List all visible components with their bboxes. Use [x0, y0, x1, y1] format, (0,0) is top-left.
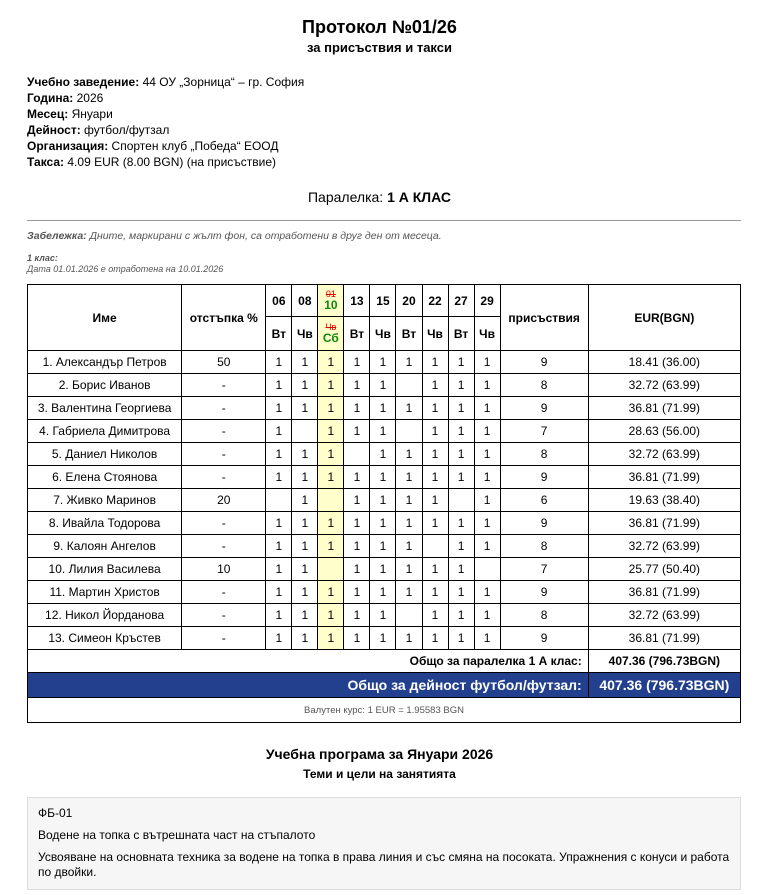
attendance-mark: 1: [474, 374, 500, 397]
attendance-mark: 1: [318, 627, 344, 650]
attendance-mark: 1: [422, 581, 448, 604]
exchange-rate-row: [28, 698, 741, 723]
discount-cell: 20: [182, 489, 266, 512]
header-name: Име: [28, 285, 182, 351]
attendance-mark: 1: [292, 512, 318, 535]
amount-cell: 18.41 (36.00): [588, 351, 740, 374]
topic-code: ФБ-01: [38, 806, 73, 820]
attendance-mark: 1: [448, 397, 474, 420]
attendance-mark: 1: [396, 581, 422, 604]
activity-total-row: [28, 673, 741, 698]
attendance-mark: 1: [318, 351, 344, 374]
attendance-mark: 1: [292, 535, 318, 558]
attendance-mark: 1: [266, 627, 292, 650]
attendance-count: 8: [500, 374, 588, 397]
attendance-mark: 1: [318, 443, 344, 466]
day-date-header: 06: [266, 285, 292, 317]
attendance-mark: 1: [396, 443, 422, 466]
attendance-mark: 1: [344, 351, 370, 374]
attendance-mark: 1: [370, 535, 396, 558]
attendance-mark: 1: [474, 581, 500, 604]
attendance-mark: 1: [422, 397, 448, 420]
attendance-mark: 1: [292, 489, 318, 512]
attendance-mark: 1: [266, 604, 292, 627]
attendance-mark: 1: [292, 627, 318, 650]
attendance-mark: 1: [448, 604, 474, 627]
attendance-mark: 1: [318, 397, 344, 420]
amount-cell: 36.81 (71.99): [588, 627, 740, 650]
attendance-mark: 1: [292, 581, 318, 604]
attendance-count: 6: [500, 489, 588, 512]
discount-cell: -: [182, 604, 266, 627]
attendance-mark: [422, 535, 448, 558]
student-name: 6. Елена Стоянова: [28, 466, 182, 489]
discount-cell: -: [182, 535, 266, 558]
table-row: [28, 351, 741, 374]
attendance-mark: 1: [344, 535, 370, 558]
attendance-mark: 1: [474, 443, 500, 466]
attendance-mark: 1: [396, 397, 422, 420]
amount-cell: 36.81 (71.99): [588, 466, 740, 489]
header-discount: отстъпка %: [182, 285, 266, 351]
attendance-mark: 1: [448, 512, 474, 535]
attendance-mark: 1: [266, 351, 292, 374]
attendance-mark: 1: [266, 466, 292, 489]
attendance-mark: 1: [422, 420, 448, 443]
day-date-header: 27: [448, 285, 474, 317]
attendance-mark: 1: [266, 420, 292, 443]
attendance-count: 9: [500, 512, 588, 535]
attendance-mark: 1: [448, 420, 474, 443]
attendance-mark: 1: [370, 604, 396, 627]
discount-cell: -: [182, 374, 266, 397]
day-weekday-header: Чв: [422, 317, 448, 351]
attendance-count: 9: [500, 351, 588, 374]
amount-cell: 36.81 (71.99): [588, 581, 740, 604]
attendance-mark: 1: [292, 374, 318, 397]
attendance-mark: [266, 489, 292, 512]
table-row: [28, 466, 741, 489]
info-year: Година: 2026: [27, 91, 104, 105]
class-heading: Паралелка: 1 А КЛАС: [307, 189, 451, 205]
attendance-mark: 1: [474, 604, 500, 627]
attendance-mark: 1: [474, 489, 500, 512]
table-row: [28, 558, 741, 581]
day-date-header: 20: [396, 285, 422, 317]
attendance-mark: 1: [318, 512, 344, 535]
student-name: 13. Симеон Кръстев: [28, 627, 182, 650]
day-weekday-header: Вт: [344, 317, 370, 351]
table-row: [28, 443, 741, 466]
attendance-mark: [396, 374, 422, 397]
page-title: Протокол №01/26: [302, 17, 457, 37]
attendance-mark: [448, 489, 474, 512]
activity-total-label: Общо за дейност футбол/футзал:: [28, 673, 589, 698]
attendance-mark: 1: [396, 512, 422, 535]
day-date-header: 29: [474, 285, 500, 317]
attendance-count: 9: [500, 581, 588, 604]
discount-cell: -: [182, 443, 266, 466]
student-name: 7. Живко Маринов: [28, 489, 182, 512]
divider: [27, 220, 741, 221]
attendance-mark: [396, 604, 422, 627]
student-name: 12. Никол Йорданова: [28, 604, 182, 627]
attendance-mark: 1: [370, 397, 396, 420]
attendance-mark: [318, 489, 344, 512]
attendance-mark: 1: [474, 420, 500, 443]
day-date-header: 15: [370, 285, 396, 317]
attendance-mark: 1: [422, 351, 448, 374]
attendance-mark: 1: [396, 351, 422, 374]
info-block: [27, 74, 304, 170]
attendance-mark: 1: [396, 466, 422, 489]
day-weekday-header: Чв: [370, 317, 396, 351]
attendance-mark: 1: [344, 581, 370, 604]
attendance-mark: [396, 420, 422, 443]
attendance-mark: 1: [422, 443, 448, 466]
attendance-mark: 1: [266, 397, 292, 420]
attendance-count: 8: [500, 604, 588, 627]
attendance-mark: 1: [292, 466, 318, 489]
attendance-mark: 1: [292, 558, 318, 581]
attendance-count: 8: [500, 535, 588, 558]
attendance-mark: 1: [448, 627, 474, 650]
header-amount: EUR(BGN): [588, 285, 740, 351]
attendance-mark: 1: [422, 512, 448, 535]
amount-cell: 25.77 (50.40): [588, 558, 740, 581]
attendance-mark: 1: [344, 466, 370, 489]
table-row: [28, 489, 741, 512]
attendance-mark: 1: [318, 535, 344, 558]
topic-goal: Усвояване на основната техника за водене на топка в права линия и със смяна на посоката. Упражнения с конуси и работа по двойки.: [38, 850, 730, 879]
attendance-count: 9: [500, 466, 588, 489]
attendance-mark: 1: [318, 374, 344, 397]
attendance-mark: 1: [370, 558, 396, 581]
attendance-count: 7: [500, 558, 588, 581]
student-name: 2. Борис Иванов: [28, 374, 182, 397]
activity-total-value: 407.36 (796.73BGN): [588, 673, 740, 698]
day-weekday-header: [318, 317, 344, 351]
amount-cell: 28.63 (56.00): [588, 420, 740, 443]
attendance-mark: [292, 420, 318, 443]
student-name: 11. Мартин Христов: [28, 581, 182, 604]
attendance-mark: 1: [474, 512, 500, 535]
attendance-count: 8: [500, 443, 588, 466]
attendance-mark: 1: [448, 535, 474, 558]
exchange-rate: Валутен курс: 1 EUR = 1.95583 BGN: [28, 698, 741, 723]
note: Забележка: Дните, маркирани с жълт фон, са отработени в друг ден от месеца.: [27, 230, 442, 242]
attendance-mark: 1: [370, 627, 396, 650]
attendance-mark: 1: [292, 351, 318, 374]
discount-cell: 50: [182, 351, 266, 374]
attendance-mark: 1: [422, 374, 448, 397]
amount-cell: 36.81 (71.99): [588, 512, 740, 535]
day-date-header: 08: [292, 285, 318, 317]
discount-cell: 10: [182, 558, 266, 581]
student-name: 5. Даниел Николов: [28, 443, 182, 466]
day-weekday-header: Вт: [266, 317, 292, 351]
student-name: 9. Калоян Ангелов: [28, 535, 182, 558]
topic-card: [27, 797, 741, 890]
attendance-mark: 1: [266, 558, 292, 581]
old-weekday: Чв: [325, 321, 337, 332]
attendance-mark: 1: [344, 512, 370, 535]
discount-cell: -: [182, 581, 266, 604]
info-organization: Организация: Спортен клуб „Победа“ ЕООД: [27, 139, 279, 153]
attendance-mark: 1: [344, 374, 370, 397]
new-weekday: Сб: [322, 330, 339, 345]
attendance-mark: 1: [344, 397, 370, 420]
attendance-mark: 1: [266, 374, 292, 397]
attendance-mark: 1: [266, 535, 292, 558]
old-date: 01: [325, 288, 336, 299]
attendance-mark: 1: [370, 581, 396, 604]
class-total-value: 407.36 (796.73BGN): [588, 650, 740, 673]
day-weekday-header: Чв: [292, 317, 318, 351]
day-weekday-header: Вт: [396, 317, 422, 351]
table-row: [28, 512, 741, 535]
attendance-mark: 1: [344, 558, 370, 581]
info-school: Учебно заведение: 44 ОУ „Зорница“ – гр. София: [27, 75, 305, 89]
attendance-mark: [474, 558, 500, 581]
table-row: [28, 420, 741, 443]
program-title: Учебна програма за Януари 2026: [265, 746, 494, 762]
student-name: 10. Лилия Василева: [28, 558, 182, 581]
discount-cell: -: [182, 397, 266, 420]
table-row: [28, 581, 741, 604]
discount-cell: -: [182, 420, 266, 443]
table-row: [28, 397, 741, 420]
info-month: Месец: Януари: [27, 107, 113, 121]
attendance-mark: 1: [448, 443, 474, 466]
student-name: 8. Ивайла Тодорова: [28, 512, 182, 535]
attendance-mark: 1: [448, 581, 474, 604]
attendance-mark: 1: [396, 489, 422, 512]
day-date-header: [318, 285, 344, 317]
header-attendance: присъствия: [500, 285, 588, 351]
student-name: 4. Габриела Димитрова: [28, 420, 182, 443]
attendance-mark: 1: [370, 351, 396, 374]
attendance-mark: 1: [422, 604, 448, 627]
attendance-mark: 1: [318, 466, 344, 489]
attendance-mark: 1: [370, 489, 396, 512]
class-total-row: [28, 650, 741, 673]
attendance-mark: 1: [422, 466, 448, 489]
attendance-mark: 1: [474, 351, 500, 374]
topic-name: Водене на топка с вътрешната част на стъпалото: [38, 828, 316, 842]
attendance-mark: 1: [318, 604, 344, 627]
discount-cell: -: [182, 627, 266, 650]
attendance-mark: 1: [474, 535, 500, 558]
amount-cell: 32.72 (63.99): [588, 604, 740, 627]
page-subtitle: за присъствия и такси: [307, 40, 452, 55]
attendance-count: 9: [500, 627, 588, 650]
attendance-table: [27, 284, 741, 723]
attendance-mark: 1: [292, 604, 318, 627]
attendance-mark: 1: [448, 558, 474, 581]
attendance-mark: 1: [266, 581, 292, 604]
attendance-mark: 1: [266, 512, 292, 535]
attendance-mark: 1: [396, 535, 422, 558]
attendance-mark: [344, 443, 370, 466]
info-fee: Такса: 4.09 EUR (8.00 BGN) (на присъствие): [27, 155, 277, 169]
attendance-mark: 1: [292, 397, 318, 420]
table-row: [28, 374, 741, 397]
attendance-mark: 1: [370, 420, 396, 443]
table-row: [28, 535, 741, 558]
attendance-mark: 1: [422, 489, 448, 512]
amount-cell: 32.72 (63.99): [588, 374, 740, 397]
day-date-header: 22: [422, 285, 448, 317]
attendance-count: 9: [500, 397, 588, 420]
attendance-mark: 1: [474, 627, 500, 650]
attendance-mark: 1: [292, 443, 318, 466]
table-row: [28, 604, 741, 627]
day-weekday-header: Вт: [448, 317, 474, 351]
discount-cell: -: [182, 466, 266, 489]
amount-cell: 36.81 (71.99): [588, 397, 740, 420]
attendance-mark: [318, 558, 344, 581]
attendance-mark: 1: [396, 558, 422, 581]
attendance-mark: 1: [448, 374, 474, 397]
attendance-mark: 1: [370, 443, 396, 466]
discount-cell: -: [182, 512, 266, 535]
day-weekday-header: Чв: [474, 317, 500, 351]
attendance-mark: 1: [318, 581, 344, 604]
attendance-mark: 1: [474, 466, 500, 489]
attendance-mark: 1: [422, 558, 448, 581]
attendance-mark: 1: [422, 627, 448, 650]
attendance-mark: 1: [448, 466, 474, 489]
attendance-mark: 1: [370, 512, 396, 535]
student-name: 3. Валентина Георгиева: [28, 397, 182, 420]
new-date: 10: [324, 297, 338, 312]
attendance-mark: 1: [344, 627, 370, 650]
attendance-mark: 1: [344, 604, 370, 627]
program-subtitle: Теми и цели на занятията: [303, 767, 456, 781]
amount-cell: 32.72 (63.99): [588, 535, 740, 558]
attendance-mark: 1: [266, 443, 292, 466]
attendance-mark: 1: [344, 420, 370, 443]
amount-cell: 32.72 (63.99): [588, 443, 740, 466]
attendance-mark: 1: [370, 466, 396, 489]
student-name: 1. Александър Петров: [28, 351, 182, 374]
table-row: [28, 627, 741, 650]
class-note: 1 клас: Дата 01.01.2026 е отработена на 10.01.2026: [27, 253, 224, 274]
attendance-mark: 1: [396, 627, 422, 650]
class-total-label: Общо за паралелка 1 А клас:: [28, 650, 589, 673]
attendance-mark: 1: [370, 374, 396, 397]
attendance-mark: 1: [474, 397, 500, 420]
attendance-mark: 1: [344, 489, 370, 512]
amount-cell: 19.63 (38.40): [588, 489, 740, 512]
attendance-mark: 1: [318, 420, 344, 443]
info-activity: Дейност: футбол/футзал: [27, 123, 170, 137]
attendance-count: 7: [500, 420, 588, 443]
day-date-header: 13: [344, 285, 370, 317]
attendance-mark: 1: [448, 351, 474, 374]
